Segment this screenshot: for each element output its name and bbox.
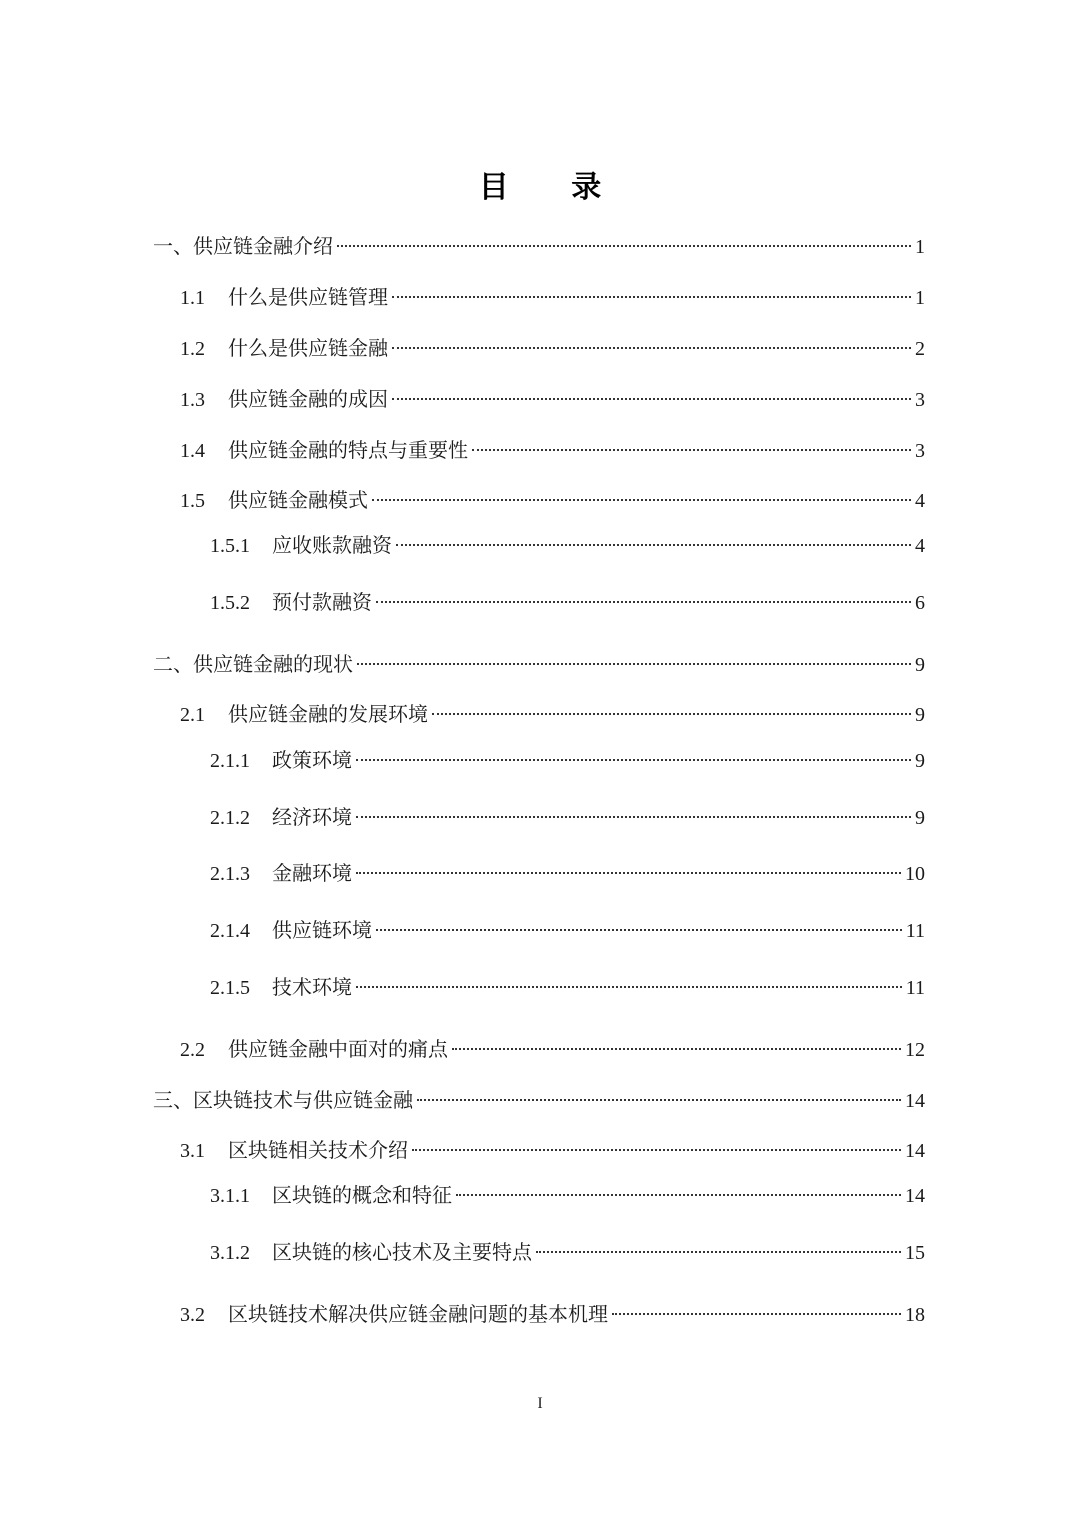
toc-entry-label: 二、供应链金融的现状 — [153, 652, 353, 676]
toc-entry-label: 区块链的概念和特征 — [272, 1183, 452, 1207]
dot-leader — [356, 986, 902, 988]
toc-entry-level3[interactable] — [210, 916, 925, 945]
dot-leader — [392, 398, 911, 400]
toc-entry-number: 2.1.1 — [210, 750, 250, 772]
dot-leader — [376, 601, 911, 603]
toc-entry-level3[interactable] — [210, 1181, 925, 1210]
toc-entry-page: 3 — [915, 389, 925, 411]
toc-entry-label: 什么是供应链金融 — [228, 336, 388, 360]
dot-leader — [356, 872, 901, 874]
toc-entry-level2[interactable] — [180, 283, 925, 312]
toc-entry-label: 三、区块链技术与供应链金融 — [153, 1088, 413, 1112]
toc-entry-level3[interactable] — [210, 859, 925, 888]
toc-entry-number: 1.2 — [180, 338, 205, 360]
toc-entry-number: 2.1.3 — [210, 863, 250, 885]
toc-entry-label: 区块链相关技术介绍 — [228, 1138, 408, 1162]
toc-entry-level1[interactable] — [153, 1086, 925, 1115]
toc-entry-page: 4 — [915, 535, 925, 557]
toc-entry-level2[interactable] — [180, 1035, 925, 1064]
toc-entry-page: 6 — [915, 592, 925, 614]
toc-entry-level3[interactable] — [210, 588, 925, 617]
toc-entry-page: 11 — [905, 977, 925, 999]
toc-entry-page: 4 — [915, 490, 925, 512]
toc-title: 目 录 — [478, 170, 628, 205]
toc-entry-level3[interactable] — [210, 746, 925, 775]
toc-entry-label: 应收账款融资 — [272, 533, 392, 557]
toc-entry-label: 经济环境 — [272, 805, 352, 829]
toc-entry-label: 一、供应链金融介绍 — [153, 234, 333, 258]
toc-entry-number: 2.1 — [180, 704, 205, 726]
toc-entry-level1[interactable] — [153, 232, 925, 261]
dot-leader — [456, 1194, 901, 1196]
toc-entry-number: 1.5.1 — [210, 535, 250, 557]
toc-entry-page: 12 — [905, 1039, 925, 1061]
dot-leader — [356, 759, 911, 761]
dot-leader — [432, 713, 911, 715]
toc-entry-number: 3.1.1 — [210, 1185, 250, 1207]
dot-leader — [536, 1251, 901, 1253]
toc-entry-level3[interactable] — [210, 803, 925, 832]
toc-entry-level2[interactable] — [180, 486, 925, 515]
toc-entry-page: 1 — [915, 287, 925, 309]
toc-entry-label: 技术环境 — [272, 975, 352, 999]
toc-entry-page: 9 — [915, 704, 925, 726]
toc-entry-page: 9 — [915, 750, 925, 772]
toc-entry-level1[interactable] — [153, 650, 925, 679]
toc-entry-label: 供应链金融的发展环境 — [228, 702, 428, 726]
toc-entry-number: 3.2 — [180, 1304, 205, 1326]
dot-leader — [356, 816, 911, 818]
toc-entry-level3[interactable] — [210, 531, 925, 560]
toc-entry-number: 2.2 — [180, 1039, 205, 1061]
toc-entry-page: 9 — [915, 654, 925, 676]
toc-entry-page: 15 — [905, 1242, 925, 1264]
toc-entry-number: 1.5 — [180, 490, 205, 512]
toc-entry-level3[interactable] — [210, 973, 925, 1002]
dot-leader — [417, 1099, 901, 1101]
toc-entry-level2[interactable] — [180, 334, 925, 363]
dot-leader — [372, 499, 911, 501]
dot-leader — [612, 1313, 901, 1315]
dot-leader — [357, 663, 911, 665]
toc-entry-level2[interactable] — [180, 700, 925, 729]
dot-leader — [392, 296, 911, 298]
dot-leader — [452, 1048, 901, 1050]
toc-entry-page: 11 — [905, 920, 925, 942]
toc-entry-label: 供应链环境 — [272, 918, 372, 942]
toc-entry-number: 2.1.4 — [210, 920, 250, 942]
toc-entry-page: 18 — [905, 1304, 925, 1326]
toc-entry-label: 供应链金融的成因 — [228, 387, 388, 411]
toc-entry-label: 供应链金融的特点与重要性 — [228, 438, 468, 462]
toc-entry-page: 14 — [905, 1090, 925, 1112]
dot-leader — [392, 347, 911, 349]
toc-entry-page: 3 — [915, 440, 925, 462]
toc-entry-page: 14 — [905, 1185, 925, 1207]
toc-entry-level2[interactable] — [180, 436, 925, 465]
toc-entry-label: 区块链的核心技术及主要特点 — [272, 1240, 532, 1264]
toc-entry-label: 金融环境 — [272, 861, 352, 885]
dot-leader — [472, 449, 911, 451]
toc-entry-number: 2.1.5 — [210, 977, 250, 999]
toc-entry-page: 2 — [915, 338, 925, 360]
toc-entry-label: 供应链金融模式 — [228, 488, 368, 512]
toc-entry-level2[interactable] — [180, 1300, 925, 1329]
toc-entry-number: 1.1 — [180, 287, 205, 309]
toc-entry-number: 2.1.2 — [210, 807, 250, 829]
toc-entry-page: 1 — [915, 236, 925, 258]
toc-entry-label: 预付款融资 — [272, 590, 372, 614]
toc-entry-level3[interactable] — [210, 1238, 925, 1267]
dot-leader — [396, 544, 911, 546]
toc-entry-number: 1.3 — [180, 389, 205, 411]
toc-entry-page: 14 — [905, 1140, 925, 1162]
toc-entry-level2[interactable] — [180, 385, 925, 414]
toc-entry-label: 供应链金融中面对的痛点 — [228, 1037, 448, 1061]
toc-entry-label: 区块链技术解决供应链金融问题的基本机理 — [228, 1302, 608, 1326]
toc-entry-page: 9 — [915, 807, 925, 829]
toc-entry-number: 3.1 — [180, 1140, 205, 1162]
toc-entry-number: 1.5.2 — [210, 592, 250, 614]
toc-entry-level2[interactable] — [180, 1136, 925, 1165]
toc-entry-number: 3.1.2 — [210, 1242, 250, 1264]
toc-entry-label: 什么是供应链管理 — [228, 285, 388, 309]
footer-page-number: I — [537, 1395, 543, 1412]
dot-leader — [337, 245, 911, 247]
toc-entry-page: 10 — [905, 863, 925, 885]
toc-entry-number: 1.4 — [180, 440, 205, 462]
toc-entry-label: 政策环境 — [272, 748, 352, 772]
dot-leader — [376, 929, 902, 931]
dot-leader — [412, 1149, 901, 1151]
